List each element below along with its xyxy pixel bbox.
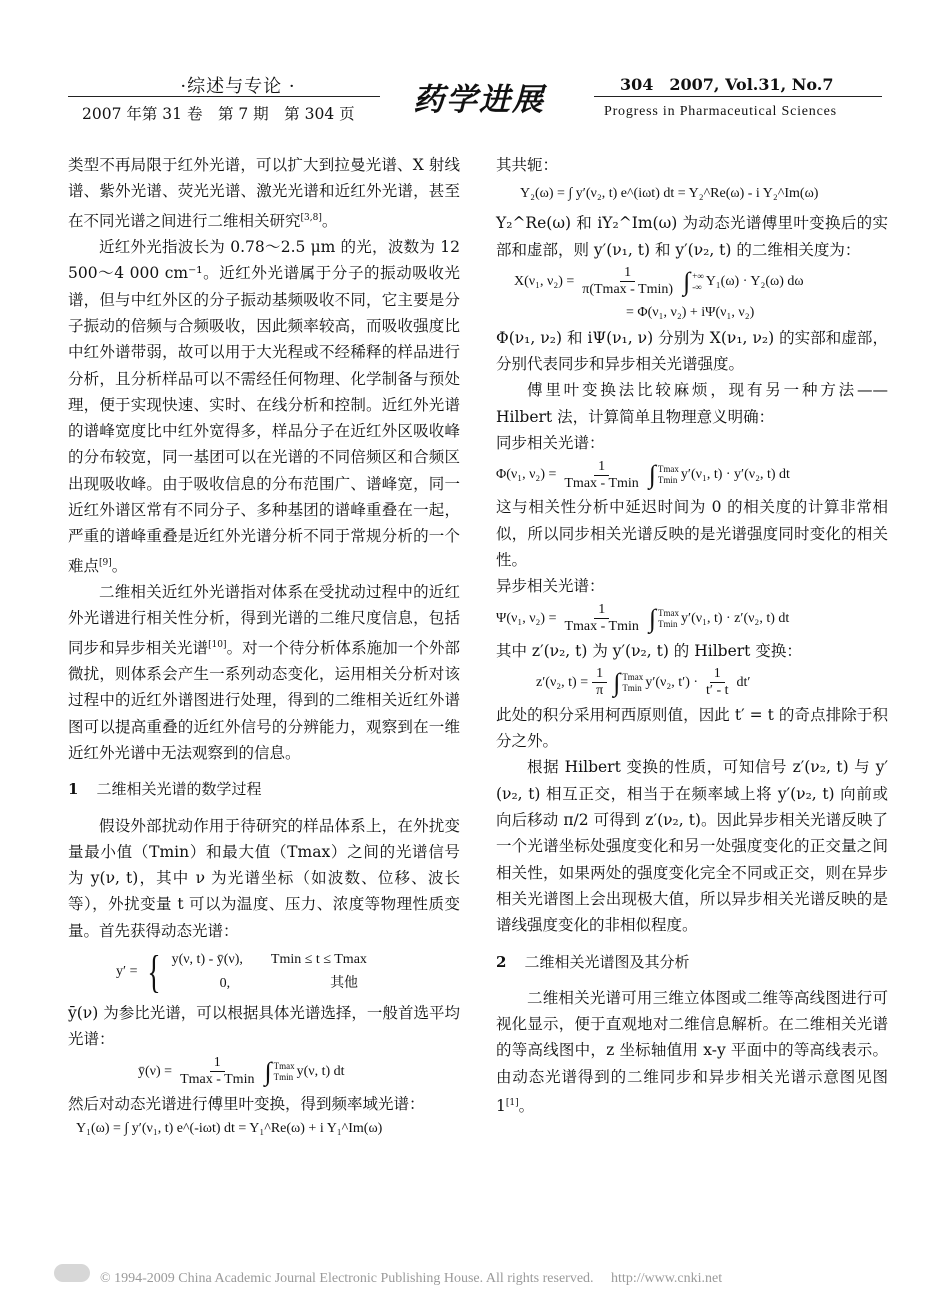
section-number: 1	[68, 780, 79, 799]
upper-limit: Tmax	[622, 671, 644, 682]
brace-symbol: {	[147, 946, 162, 998]
paragraph: 傅里叶变换法比较麻烦，现有另一种方法——Hilbert 法，计算简单且物理意义明确：	[496, 381, 888, 426]
denominator: Tmax - Tmin	[564, 475, 639, 491]
upper-limit: +∞	[692, 270, 704, 281]
upper-limit: Tmax	[657, 464, 679, 475]
section-heading	[68, 776, 460, 802]
paragraph: 然后对动态光谱进行傅里叶变换，得到频率域光谱：	[68, 1094, 425, 1113]
issue-info-en: 304 2007, Vol.31, No.7	[620, 75, 834, 94]
equation-rhs: y′(ν₁, t) · y′(ν₂, t) dt	[680, 467, 790, 483]
integral-limits	[658, 608, 679, 630]
paragraph: 其中 z′(ν₂, t) 为 y′(ν₂, t) 的 Hilbert 变换：	[496, 641, 802, 660]
fraction	[578, 265, 677, 298]
integral-limits	[622, 672, 643, 694]
paragraph: ȳ(ν) 为参比光谱，可以根据具体光谱选择，一般首选平均光谱：	[68, 1004, 460, 1049]
equation-correlation-x-expanded: = Φ(ν₁, ν₂) + iΨ(ν₁, ν₂)	[626, 304, 755, 320]
integral-limits	[274, 1061, 295, 1083]
case-2-condition: 其他	[330, 976, 359, 992]
citation: [9]	[99, 557, 112, 568]
integral-symbol: ∫	[648, 460, 656, 490]
equation-lhs: Ψ(ν₁, ν₂) =	[496, 610, 557, 626]
integral-symbol: ∫	[648, 603, 657, 633]
equation-rhs: Y₁(ω) · Y₂(ω) dω	[705, 273, 804, 289]
paragraph: 异步相关光谱：	[496, 577, 605, 596]
paragraph-text: 二维相关近红外光谱指对体系在受扰动过程中的近红外光谱进行相关性分析，得到光谱的二维尺度信息，包括同步和异步相关光谱	[68, 583, 460, 657]
fraction	[176, 1055, 258, 1088]
equation-lhs: Φ(ν₁, ν₂) =	[496, 467, 557, 483]
fraction	[560, 459, 642, 492]
equation-rhs: y′(ν₁, t) · z′(ν₂, t) dt	[681, 610, 790, 626]
citation: [3,8]	[300, 212, 322, 223]
equation-hilbert	[496, 664, 888, 702]
equation-rhs: y(ν, t) dt	[296, 1063, 345, 1079]
equation-lhs: y′ =	[116, 963, 138, 979]
integral-symbol: ∫	[683, 266, 691, 296]
upper-limit: Tmax	[658, 607, 680, 618]
numerator: 1	[594, 602, 609, 619]
numerator: 1	[710, 666, 725, 683]
integral-limits	[658, 464, 679, 486]
citation: [10]	[208, 639, 227, 650]
lower-limit: Tmin	[273, 1071, 294, 1082]
section-number: 2	[496, 952, 507, 971]
numerator: 1	[620, 265, 635, 282]
integral-symbol: ∫	[613, 667, 621, 697]
paragraph: Φ(ν₁, ν₂) 和 iΨ(ν₁, ν) 分别为 X(ν₁, ν₂) 的实部和虚部，分别代表同步和异步相关光谱强度。	[496, 328, 888, 374]
numerator: 1	[592, 666, 607, 683]
fraction	[560, 602, 642, 635]
paragraph: 这与相关性分析中延迟时间为 0 的相关度的计算非常相似，所以同步相关光谱反映的是光谱强度同时变化的相关性。	[496, 498, 888, 569]
equation-fourier-y1: Y₁(ω) = ∫ y′(ν₁, t) e^(-iωt) dt = Y₁^Re(ω) + i Y₁^Im(ω)	[76, 1120, 383, 1136]
equation-rhs: y′(ν₂, t′) ·	[645, 674, 699, 690]
header-rule-left	[68, 96, 380, 97]
fraction	[592, 666, 607, 699]
punct: 。	[111, 556, 128, 575]
section-title: 二维相关光谱图及其分析	[524, 952, 690, 971]
paragraph-text: 近红外光指波长为 0.78～2.5 μm 的光，波数为 12 500～4 000 cm⁻¹。近红外光谱属于分子的振动吸收光谱，但与中红外区的分子振动基频吸收不同，它主要是分子振动的倍频与合频吸收，因此频率较高，而吸收强度比中红外谱带弱，故可以用于大光程或不经稀释的样品进行分析，且分析样品可以不需经任何物理、化学制备与预处理，便于实现快速、实时、在线分析和控制。近红外光谱的谱峰宽度比中红外宽得多，样品分子在近红外区吸收峰的分布较宽，同一基团可以在光谱的不同倍频区和合频区出现吸收峰。由于吸收信息的分布范围广、谱峰宽，同一近红外谱区常有不同分子、多种基团的谱峰重叠在一起，严重的谱峰重叠是近红外光谱分析不同于常规分析的一个难点	[68, 238, 460, 575]
piecewise-cases	[172, 948, 367, 996]
upper-limit: Tmax	[273, 1060, 295, 1071]
journal-name-en: Progress in Pharmaceutical Sciences	[604, 104, 837, 119]
punct: 。	[321, 211, 338, 230]
paragraph: Y₂^Re(ω) 和 iY₂^Im(ω) 为动态光谱傅里叶变换后的实部和虚部，则 y′(ν₁, t) 和 y′(ν₂, t) 的二维相关度为：	[496, 214, 888, 259]
paragraph-text: 二维相关光谱可用三维立体图或二维等高线图进行可视化显示，便于直观地对二维信息解析。在二维相关光谱的等高线图中，z 坐标轴值用 x-y 平面中的等高线表示。由动态光谱得到的二维同步和异步相关光谱示意图见图 1	[496, 988, 888, 1116]
paragraph: 假设外部扰动作用于待研究的样品体系上，在外扰变量最小值（Tmin）和最大值（Tmax）之间的光谱信号为 y(ν, t)，其中 ν 为光谱坐标（如波数、位移、波长等），外扰变量 t 可以为温度、压力、浓度等物理性质变量。首先获得动态光谱：	[68, 816, 460, 940]
journal-logo: 药学进展	[413, 82, 545, 118]
numerator: 1	[594, 459, 609, 476]
equation-lhs: X(ν₁, ν₂) =	[514, 273, 575, 289]
denominator: Tmax - Tmin	[180, 1072, 255, 1088]
denominator: π(Tmax - Tmin)	[582, 282, 674, 298]
lower-limit: Tmin	[658, 618, 678, 629]
section-title: 二维相关光谱的数学过程	[96, 780, 262, 799]
paragraph	[68, 579, 460, 766]
numerator: 1	[210, 1055, 225, 1072]
column-label: ·综述与专论 ·	[180, 76, 296, 97]
left-column	[68, 152, 460, 1141]
copyright-footer: © 1994-2009 China Academic Journal Electronic Publishing House. All rights reserved. http://www.cnki.net	[100, 1271, 723, 1286]
equation-asynchronous	[496, 600, 888, 638]
paragraph	[68, 234, 460, 579]
paragraph: 同步相关光谱：	[496, 434, 605, 453]
paragraph: 此处的积分采用柯西原则值，因此 t′ = t 的奇点排除于积分之外。	[496, 705, 888, 751]
right-column	[496, 152, 888, 1119]
lower-limit: Tmin	[622, 682, 642, 693]
header-rule-right	[594, 96, 882, 97]
lower-limit: -∞	[692, 281, 702, 292]
equation-lhs: z′(ν₂, t) =	[536, 674, 589, 690]
paragraph: 根据 Hilbert 变换的性质，可知信号 z′(ν₂, t) 与 y′(ν₂, t) 相互正交，相当于在频率域上将 y′(ν₂, t) 向前或向后移动 π/2 可得到 z′(ν₂, t)。因此异步相关光谱反映了一个光谱坐标处强度变化和另一处强度变化的正交量之间相关性，如果两处的强度变化完全不同或正交，则在异步相关光谱图上会出现极大值，所以异步相关光谱反映的是谱线强度变化的非相似程度。	[496, 758, 888, 935]
section-heading	[496, 949, 888, 975]
paragraph-text: 类型不再局限于红外光谱，可以扩大到拉曼光谱、X 射线谱、紫外光谱、荧光光谱、激光光谱和近红外光谱，甚至在不同光谱之间进行二维相关研究	[68, 156, 460, 230]
case-1: y(ν, t) - ȳ(ν), Tmin ≤ t ≤ Tmax	[171, 952, 367, 968]
paragraph	[68, 152, 460, 234]
lower-limit: Tmin	[657, 475, 678, 486]
equation-mean-spectrum	[68, 1053, 460, 1091]
punct: 。	[518, 1097, 535, 1116]
equation-correlation-x	[496, 263, 888, 301]
denominator: t′ - t	[706, 683, 729, 699]
case-2	[172, 972, 367, 996]
equation-lhs: ȳ(ν) =	[138, 1063, 173, 1079]
paragraph: 其共轭：	[496, 156, 559, 174]
equation-synchronous	[496, 456, 888, 494]
denominator: π	[596, 683, 604, 699]
paragraph-text: 。对一个待分析体系施加一个外部微扰，则体系会产生一系列动态变化，运用相关分析对该过程中的近红外谱图进行处理，得到的二维相关近红外谱图可以提高重叠的近红外信号的分辨能力，观察到在一维近红外光谱中无法观察到的信息。	[68, 638, 460, 762]
equation-end: dt′	[736, 674, 751, 690]
denominator: Tmax - Tmin	[564, 619, 639, 635]
paragraph	[496, 985, 888, 1120]
equation-fourier-y2: Y₂(ω) = ∫ y′(ν₂, t) e^(iωt) dt = Y₂^Re(ω) - i Y₂^Im(ω)	[520, 186, 819, 202]
fraction	[702, 666, 733, 699]
issue-info-cn: 2007 年第 31 卷 第 7 期 第 304 页	[82, 105, 355, 123]
case-2-value: 0,	[219, 976, 231, 992]
integral-symbol: ∫	[264, 1056, 272, 1086]
cnki-logo-icon	[54, 1264, 90, 1282]
citation: [1]	[505, 1098, 519, 1109]
integral-limits	[692, 271, 704, 293]
equation-dynamic-spectrum	[68, 944, 460, 1000]
